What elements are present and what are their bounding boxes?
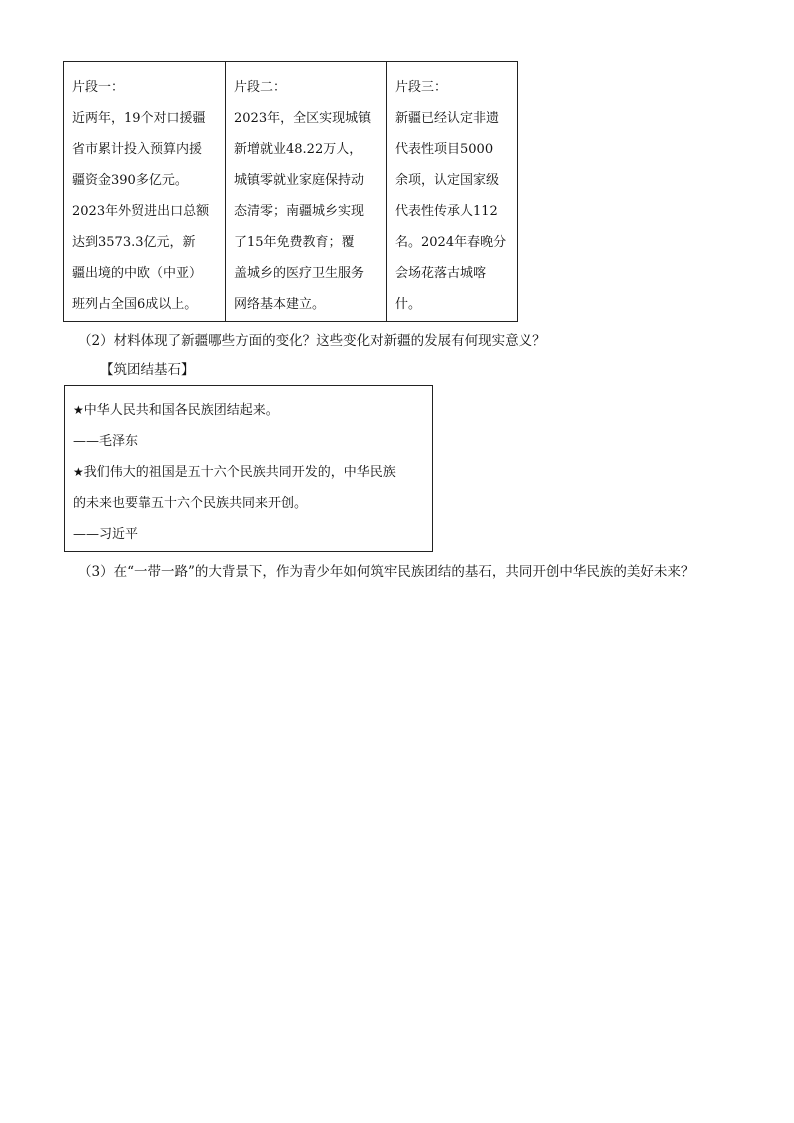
quote-box bbox=[64, 385, 433, 552]
fragment-3-line: 新疆已经认定非遗 bbox=[395, 111, 500, 126]
star-icon: ★ bbox=[73, 403, 84, 417]
fragment-3-line: 会场花落古城喀什。 bbox=[395, 266, 487, 312]
fragment-1-line: 省市累计投入预算内援 bbox=[72, 142, 203, 157]
fragment-1-title: 片段一： bbox=[72, 80, 125, 95]
fragment-2-cell bbox=[225, 62, 386, 321]
fragment-1-line: 疆出境的中欧（中亚） bbox=[72, 266, 203, 281]
fragment-3-line: 余项，认定国家级 bbox=[395, 173, 500, 188]
section-title: 【筑团结基石】 bbox=[100, 362, 195, 378]
fragment-1-line: 2023年外贸进出口总额 bbox=[72, 204, 210, 219]
fragments-table bbox=[63, 61, 518, 322]
fragment-3-line: 名。2024年春晚分 bbox=[395, 235, 507, 250]
fragment-2-line: 2023年，全区实现城镇 bbox=[234, 111, 372, 126]
fragment-2-line: 态清零；南疆城乡实现 bbox=[234, 204, 365, 219]
fragment-2-line: 了15年免费教育；覆 bbox=[234, 235, 355, 250]
question-2: （2）材料体现了新疆哪些方面的变化？这些变化对新疆的发展有何现实意义？ bbox=[78, 333, 546, 349]
quote-1-text: 中华人民共和国各民族团结起来。 bbox=[83, 403, 279, 418]
quote-2-text-line1: 我们伟大的祖国是五十六个民族共同开发的，中华民族 bbox=[83, 465, 396, 480]
question-3: （3）在“一带一路”的大背景下，作为青少年如何筑牢民族团结的基石，共同开创中华民族的美好未来？ bbox=[78, 564, 695, 580]
fragment-3-line: 代表性项目5000 bbox=[395, 142, 494, 157]
fragment-1-line: 班列占全国6成以上。 bbox=[72, 297, 198, 312]
fragment-2-line: 新增就业48.22万人， bbox=[234, 142, 363, 157]
fragment-2-line: 城镇零就业家庭保持动 bbox=[234, 173, 365, 188]
fragment-1-line: 达到3573.3亿元，新 bbox=[72, 235, 196, 250]
quote-2 bbox=[73, 457, 424, 488]
star-icon: ★ bbox=[73, 465, 84, 479]
fragment-2-title: 片段二： bbox=[234, 80, 287, 95]
quote-2-text-line2: 的未来也要靠五十六个民族共同来开创。 bbox=[73, 496, 308, 511]
fragment-2-line: 网络基本建立。 bbox=[234, 297, 326, 312]
fragment-2-line: 盖城乡的医疗卫生服务 bbox=[234, 266, 365, 281]
fragment-3-title: 片段三： bbox=[395, 80, 448, 95]
quote-2-author: ——习近平 bbox=[73, 527, 139, 542]
fragment-1-line: 疆资金390多亿元。 bbox=[72, 173, 188, 188]
quote-1-author: ——毛泽东 bbox=[73, 434, 139, 449]
fragment-1-cell bbox=[64, 62, 225, 321]
fragment-1-line: 近两年，19个对口援疆 bbox=[72, 111, 206, 126]
fragment-3-cell bbox=[386, 62, 517, 321]
fragment-3-line: 代表性传承人112 bbox=[395, 204, 498, 219]
quote-1 bbox=[73, 395, 424, 426]
